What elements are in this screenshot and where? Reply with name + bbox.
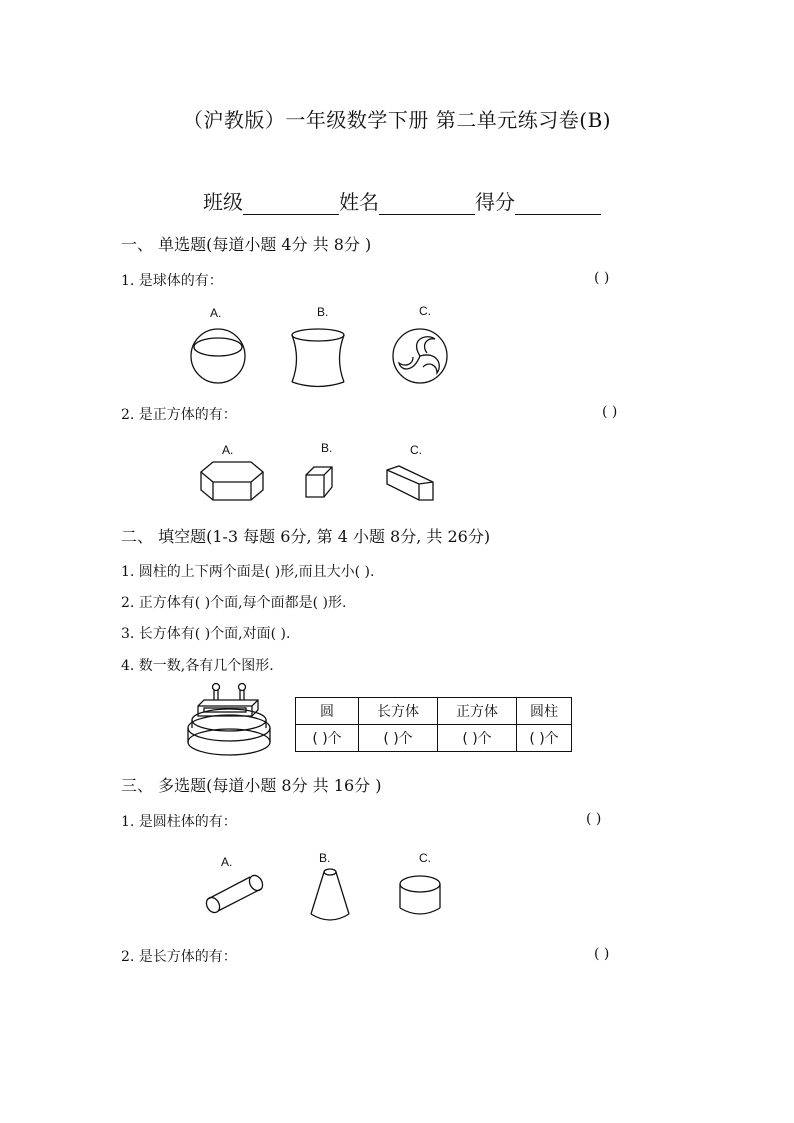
sphere-icon xyxy=(189,327,249,387)
answer-cube-cell[interactable]: ( )个 xyxy=(438,725,517,752)
student-info-line xyxy=(203,186,601,215)
answer-cylinder-cell[interactable]: ( )个 xyxy=(517,725,572,752)
cube-icon xyxy=(304,465,336,501)
score-label: 得分 xyxy=(475,190,515,214)
class-blank[interactable] xyxy=(243,192,339,215)
name-label: 姓名 xyxy=(339,190,379,214)
class-label: 班级 xyxy=(203,190,243,214)
section2-heading: 二、 填空题(1-3 每题 6分, 第 4 小题 8分, 共 26分) xyxy=(121,527,491,546)
s1-q1-option-b-label: B. xyxy=(317,305,329,319)
s1-q1-option-c-label: C. xyxy=(419,304,431,318)
page-title: （沪教版）一年级数学下册 第二单元练习卷(B) xyxy=(182,108,612,132)
header-cube: 正方体 xyxy=(438,698,517,725)
s1-q2-option-a-label: A. xyxy=(222,443,234,457)
section1-heading: 一、 单选题(每道小题 4分 共 8分 ) xyxy=(121,235,372,254)
header-circle: 圆 xyxy=(296,698,359,725)
s3-q2-text: 2. 是长方体的有： xyxy=(121,949,237,965)
s1-q2-answer-paren[interactable]: ( ) xyxy=(602,404,618,420)
s2-q2-text: 2. 正方体有( )个面,每个面都是( )形. xyxy=(121,595,347,611)
table-header-row xyxy=(296,698,572,725)
s3-q1-text: 1. 是圆柱体的有： xyxy=(121,814,237,830)
s1-q1-answer-paren[interactable]: ( ) xyxy=(594,270,610,286)
concave-cylinder-icon xyxy=(289,327,349,387)
section3-heading: 三、 多选题(每道小题 8分 共 16分 ) xyxy=(121,776,382,795)
s1-q2-text: 2. 是正方体的有： xyxy=(121,407,237,423)
shape-count-table xyxy=(295,697,572,752)
s1-q1-text: 1. 是球体的有： xyxy=(121,273,223,289)
s3-q2-answer-paren[interactable]: ( ) xyxy=(594,946,610,962)
s1-q2-option-c-label: C. xyxy=(410,443,422,457)
header-cuboid: 长方体 xyxy=(359,698,438,725)
header-cylinder: 圆柱 xyxy=(517,698,572,725)
s2-q1-text: 1. 圆柱的上下两个面是( )形,而且大小( ). xyxy=(121,564,375,580)
lying-cylinder-icon xyxy=(204,873,266,915)
hexagonal-prism-icon xyxy=(199,460,269,502)
cone-icon xyxy=(308,866,354,924)
s1-q2-option-b-label: B. xyxy=(321,441,333,455)
s3-q1-answer-paren[interactable]: ( ) xyxy=(586,811,602,827)
s3-q1-option-b-label: B. xyxy=(319,851,331,865)
patterned-ball-icon xyxy=(391,327,451,387)
s1-q1-option-a-label: A. xyxy=(210,306,222,320)
cuboid-icon xyxy=(385,466,439,504)
s2-q4-text: 4. 数一数,各有几个图形. xyxy=(121,658,274,674)
answer-circle-cell[interactable]: ( )个 xyxy=(296,725,359,752)
answer-cuboid-cell[interactable]: ( )个 xyxy=(359,725,438,752)
s3-q1-option-c-label: C. xyxy=(419,851,431,865)
cylinder-icon xyxy=(398,874,448,920)
table-answer-row xyxy=(296,725,572,752)
score-blank[interactable] xyxy=(515,192,601,215)
s3-q1-option-a-label: A. xyxy=(221,855,233,869)
s2-q3-text: 3. 长方体有( )个面,对面( ). xyxy=(121,626,291,642)
name-blank[interactable] xyxy=(379,192,475,215)
stacked-shapes-object-icon xyxy=(186,680,276,760)
